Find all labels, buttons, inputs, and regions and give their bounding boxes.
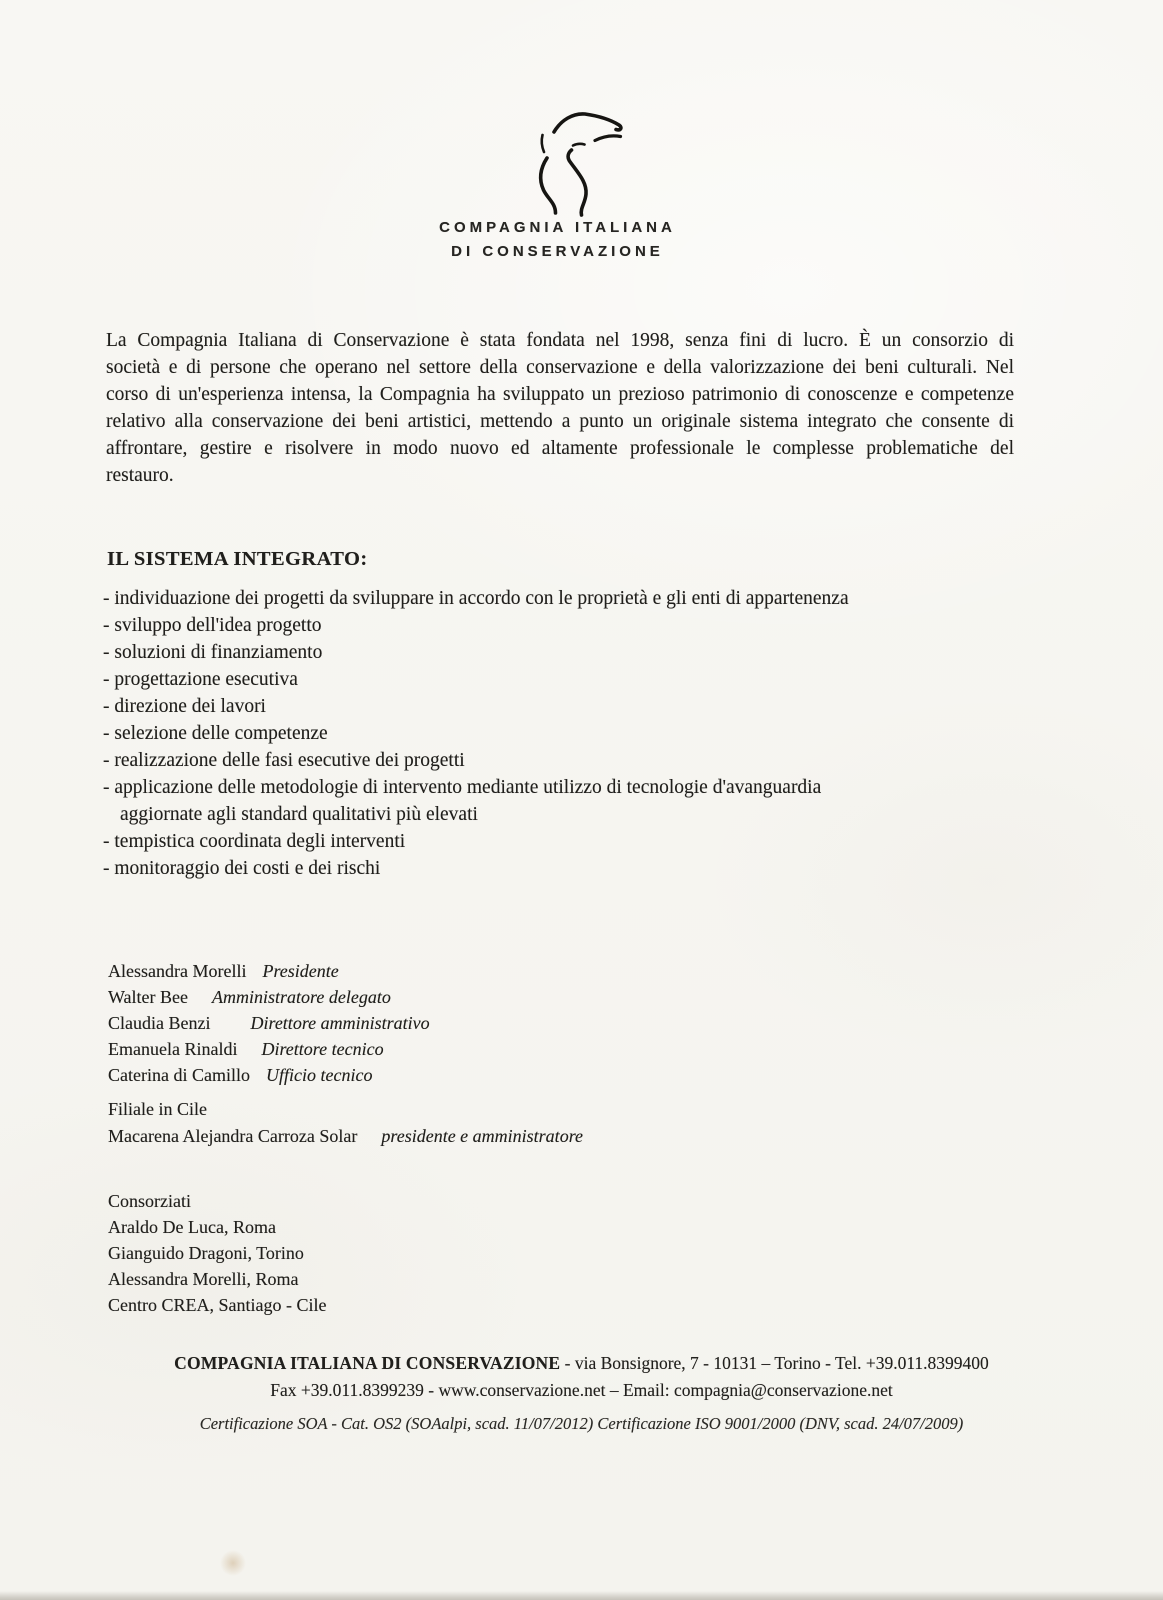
integrated-system-list (103, 585, 893, 882)
branch-title: Filiale in Cile (108, 1099, 207, 1119)
person-name: Walter Bee (108, 987, 189, 1007)
letterhead-footer (0, 1350, 1163, 1404)
consortium-member: Araldo De Luca, Roma (108, 1217, 276, 1237)
person-row (108, 1123, 583, 1150)
footer-contacts-line: Fax +39.011.8399239 - www.conservazione.net – Email: compagnia@conservazione.net (270, 1380, 893, 1400)
person-row (108, 1062, 430, 1088)
person-role: Amministratore delegato (212, 987, 391, 1007)
intro-paragraph: La Compagnia Italiana di Conservazione è stata fondata nel 1998, senza fini di lucro. È un consorzio di società e di persone che operano nel settore della conservazione e della valorizzazione dei beni culturali. Nel corso di un'esperienza intensa, la Compagnia ha sviluppato un prezioso patrimonio di conoscenze e competenze relativo alla conservazione dei beni artistici, mettendo a punto un originale sistema integrato che consente di affrontare, gestire e risolvere in modo nuovo ed altamente professionale le complesse problematiche del restauro. (106, 329, 1014, 486)
person-row (108, 958, 430, 984)
logo-wordmark-line1: COMPAGNIA ITALIANA (439, 219, 676, 236)
list-item: - soluzioni di finanziamento (103, 639, 893, 666)
person-role: Ufficio tecnico (265, 1065, 373, 1085)
footer-company-name: COMPAGNIA ITALIANA DI CONSERVAZIONE (174, 1353, 561, 1373)
scan-edge-shadow (0, 1591, 1163, 1600)
list-item: - selezione delle competenze (103, 720, 893, 747)
consortium-member: Gianguido Dragoni, Torino (108, 1243, 304, 1263)
logo-wordmark-line2: DI CONSERVAZIONE (451, 243, 664, 260)
consortium-member: Centro CREA, Santiago - Cile (108, 1295, 327, 1315)
person-role: Presidente (262, 961, 339, 981)
paper-stain (220, 1550, 246, 1576)
list-item: - monitoraggio dei costi e dei rischi (103, 855, 893, 882)
person-role: Direttore amministrativo (250, 1013, 430, 1033)
list-item: - direzione dei lavori (103, 693, 893, 720)
person-name: Macarena Alejandra Carroza Solar (108, 1126, 358, 1146)
list-item: - applicazione delle metodologie di intervento mediante utilizzo di tecnologie d'avanguardia aggiornate agli standard qualitativi più elevati (103, 774, 893, 828)
person-name: Alessandra Morelli (108, 961, 247, 981)
person-row (108, 984, 430, 1010)
person-name: Caterina di Camillo (108, 1065, 250, 1085)
branch-section (108, 1096, 583, 1150)
person-name: Claudia Benzi (108, 1013, 211, 1033)
torso-sketch-logo-icon (511, 104, 651, 218)
consortium-title: Consorziati (108, 1191, 191, 1211)
management-list (108, 958, 430, 1088)
logo-wordmark (0, 216, 1139, 264)
person-row (108, 1036, 430, 1062)
footer-address-line (0, 1350, 1163, 1377)
person-name: Emanuela Rinaldi (108, 1039, 238, 1059)
list-item: - progettazione esecutiva (103, 666, 893, 693)
list-item: - realizzazione delle fasi esecutive dei progetti (103, 747, 893, 774)
consortium-member: Alessandra Morelli, Roma (108, 1269, 299, 1289)
person-row (108, 1010, 430, 1036)
section-title-sistema-integrato: IL SISTEMA INTEGRATO: (107, 548, 368, 570)
certification-line: Certificazione SOA - Cat. OS2 (SOAalpi, scad. 11/07/2012) Certificazione ISO 9001/2000 (DNV, scad. 24/07/2009) (199, 1414, 964, 1433)
footer-address: - via Bonsignore, 7 - 10131 – Torino - Tel. +39.011.8399400 (560, 1353, 989, 1373)
person-role: Direttore tecnico (261, 1039, 384, 1059)
person-role: presidente e amministratore (381, 1126, 584, 1146)
consortium-section (108, 1188, 326, 1318)
list-item: - sviluppo dell'idea progetto (103, 612, 893, 639)
list-item: - individuazione dei progetti da sviluppare in accordo con le proprietà e gli enti di appartenenza (103, 585, 893, 612)
list-item: - tempistica coordinata degli interventi (103, 828, 893, 855)
